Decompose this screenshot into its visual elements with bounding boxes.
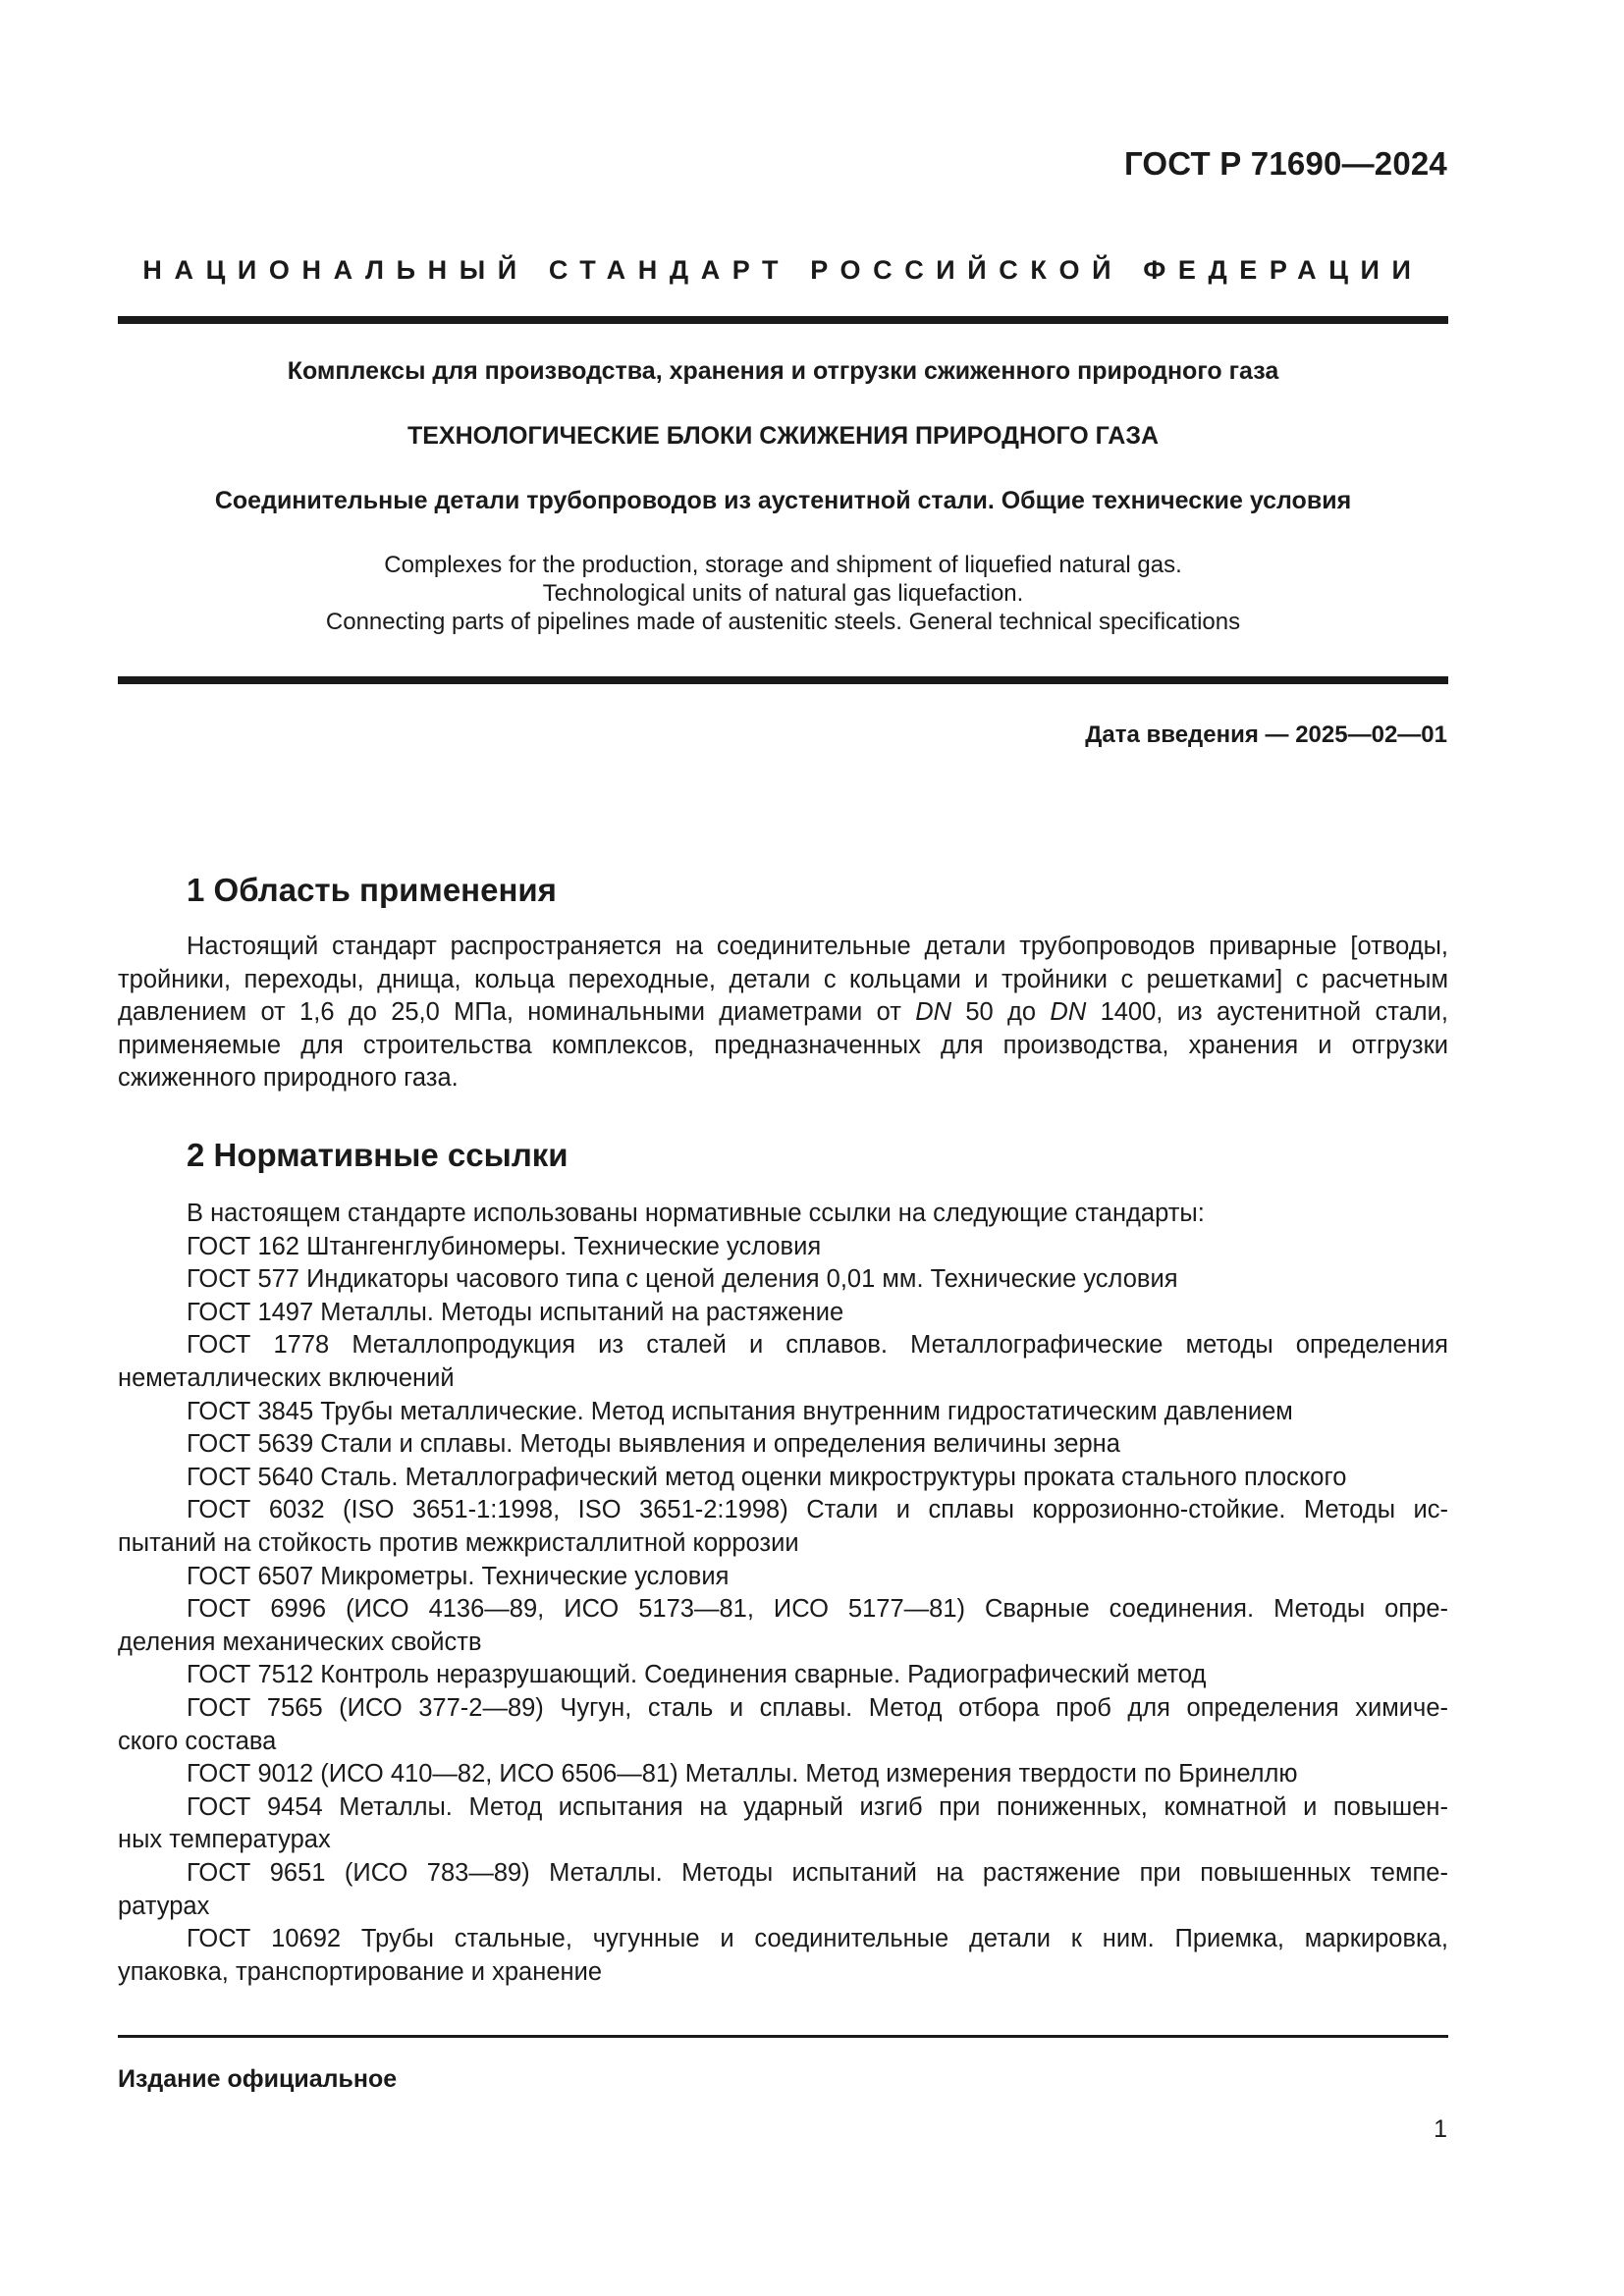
top-rule (118, 316, 1448, 324)
title-line-1: Комплексы для производства, хранения и отгрузки сжиженного природного газа (287, 357, 1279, 385)
title-bottom-rule (118, 676, 1448, 684)
section-1-paragraph: Настоящий стандарт распространяется на соединительные детали трубопроводов приварные [отводы, тройники, переходы, днища, кольца переходные, детали с кольцами и тройники с решетками] с расчетным давлением от 1,6 до 25,0 МПа, номинальными диаметрами от DN 50 до DN 1400, из аустенитной стали, применяемые для строительства комплексов, предназначенных для производства, хранения и отгрузки сжиженного природного газа. (118, 933, 1448, 1093)
title-line-2: ТЕХНОЛОГИЧЕСКИЕ БЛОКИ СЖИЖЕНИЯ ПРИРОДНОГО ГАЗА (406, 422, 1160, 450)
reference-line: ГОСТ 577 Индикаторы часового типа с ценой деления 0,01 мм. Технические условия (187, 1265, 1178, 1294)
reference-line-continuation: ского состава (118, 1727, 277, 1755)
reference-line-continuation: ратурах (118, 1892, 210, 1920)
reference-line-continuation: упаковка, транспортирование и хранение (118, 1957, 603, 1986)
reference-line: ГОСТ 9454 Металлы. Метод испытания на ударный изгиб при пониженных, комнатной и повышен- (187, 1792, 1448, 1821)
section-2-heading: 2 Нормативные ссылки (187, 1137, 568, 1173)
english-title-line-2: Technological units of natural gas liquefaction. (542, 580, 1024, 607)
section-1-heading: 1 Область применения (187, 872, 557, 908)
reference-line-continuation: неметаллических включений (118, 1364, 455, 1392)
reference-line-continuation: деления механических свойств (118, 1628, 482, 1656)
reference-line: ГОСТ 3845 Трубы металлические. Метод испытания внутренним гидростатическим давлением (187, 1397, 1293, 1425)
reference-line: ГОСТ 1497 Металлы. Методы испытаний на растяжение (187, 1298, 844, 1326)
reference-line: ГОСТ 10692 Трубы стальные, чугунные и соединительные детали к ним. Приемка, маркировка, (187, 1925, 1448, 1953)
reference-line: ГОСТ 9651 (ИСО 783—89) Металлы. Методы испытаний на растяжение при повышенных темпе- (187, 1859, 1448, 1887)
reference-line: ГОСТ 5639 Стали и сплавы. Методы выявления и определения величины зерна (187, 1430, 1120, 1459)
reference-line: ГОСТ 9012 (ИСО 410—82, ИСО 6506—81) Металлы. Метод измерения твердости по Бринеллю (187, 1760, 1298, 1789)
reference-line: ГОСТ 6996 (ИСО 4136—89, ИСО 5173—81, ИСО 5177—81) Сварные соединения. Методы опре- (187, 1595, 1448, 1624)
section-2-intro: В настоящем стандарте использованы нормативные ссылки на следующие стандарты: (187, 1200, 1205, 1227)
reference-line-continuation: пытаний на стойкость против межкристаллитной коррозии (118, 1529, 799, 1557)
document-code: ГОСТ Р 71690—2024 (1123, 145, 1447, 182)
reference-line: ГОСТ 162 Штангенглубиномеры. Технические условия (187, 1232, 822, 1260)
introduction-date: Дата введения — 2025—02—01 (1085, 721, 1447, 748)
national-standard-banner: НАЦИОНАЛЬНЫЙ СТАНДАРТ РОССИЙСКОЙ ФЕДЕРАЦИИ (142, 255, 1424, 285)
page-number: 1 (1434, 2115, 1447, 2143)
reference-line: ГОСТ 5640 Сталь. Металлографический метод оценки микроструктуры проката стального плоского (187, 1463, 1347, 1491)
reference-line: ГОСТ 6032 (ISO 3651-1:1998, ISO 3651-2:1998) Стали и сплавы коррозионно-стойкие. Методы ис- (187, 1496, 1448, 1524)
footer-rule (118, 2035, 1448, 2038)
reference-line: ГОСТ 7565 (ИСО 377-2—89) Чугун, сталь и сплавы. Метод отбора проб для определения химиче- (187, 1694, 1448, 1722)
reference-line: ГОСТ 7512 Контроль неразрушающий. Соединения сварные. Радиографический метод (187, 1661, 1207, 1689)
reference-line: ГОСТ 1778 Металлопродукция из сталей и сплавов. Металлографические методы определения (187, 1331, 1448, 1360)
official-edition-label: Издание официальное (118, 2065, 398, 2093)
reference-line-continuation: ных температурах (118, 1826, 331, 1854)
reference-line: ГОСТ 6507 Микрометры. Технические условия (187, 1562, 730, 1590)
english-title-line-3: Connecting parts of pipelines made of austenitic steels. General technical specifications (325, 609, 1241, 635)
english-title-line-1: Complexes for the production, storage and shipment of liquefied natural gas. (384, 552, 1182, 578)
title-line-3: Соединительные детали трубопроводов из аустенитной стали. Общие технические условия (214, 487, 1352, 514)
